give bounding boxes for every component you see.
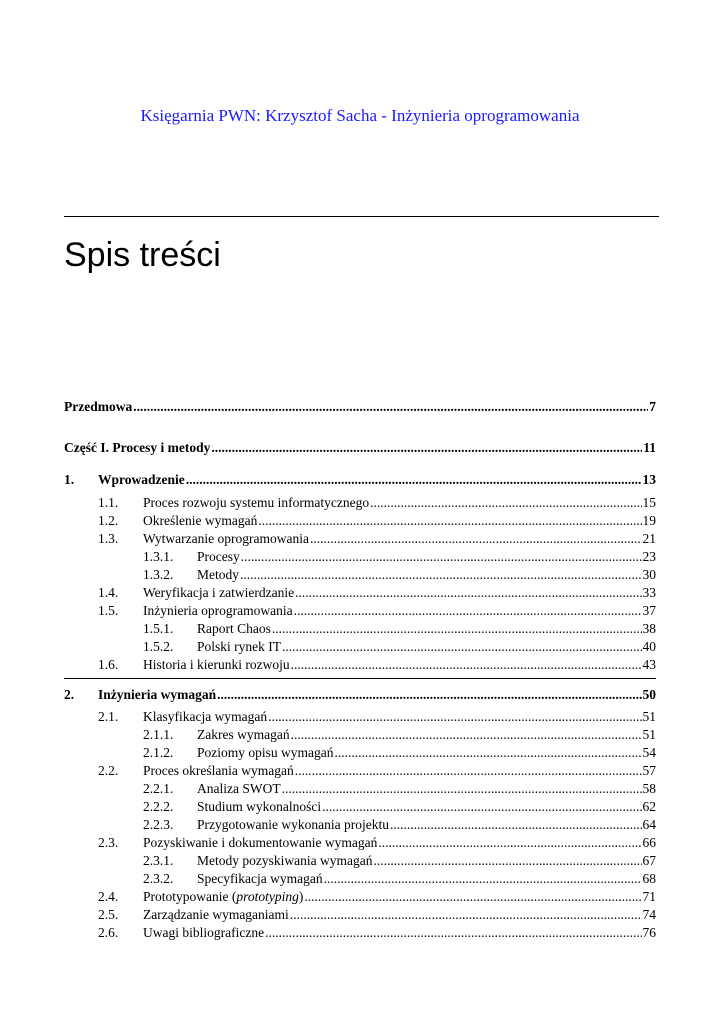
header-rule [64,216,659,217]
toc-leader-dots [291,656,642,674]
toc-leader-dots [304,888,641,906]
toc-entry-number: 2.3.1. [143,853,174,868]
toc-entry-number: 2.2.2. [143,799,174,814]
toc-entry-number: 1. [64,472,75,487]
toc-entry-number: 1.5.1. [143,621,174,636]
toc-entry-number: 1.4. [98,585,119,600]
toc-entry-number: 1.3.1. [143,549,174,564]
toc-entry-page: 13 [642,472,656,487]
toc-entry [64,439,656,457]
toc-entry [64,726,656,744]
toc-entry-page: 54 [642,745,656,760]
toc-leader-dots [291,726,642,744]
toc-entry-page: 7 [649,399,656,414]
toc-entry-page: 74 [642,907,656,922]
toc-entry [64,762,656,780]
toc-entry-title: Weryfikacja i zatwierdzanie [143,585,295,600]
toc-leader-dots [211,439,642,457]
toc-entry-title: Metody pozyskiwania wymagań [197,853,373,868]
toc-entry-title: Raport Chaos [197,621,271,636]
toc-entry [64,620,656,638]
toc-entry-page: 66 [642,835,656,850]
toc-entry-page: 43 [642,657,656,672]
toc-entry-page: 67 [642,853,656,868]
toc-entry-title: Polski rynek IT [197,639,281,654]
toc-entry-title: Historia i kierunki rozwoju [143,657,290,672]
toc-entry-title: Specyfikacja wymagań [197,871,323,886]
toc-entry [64,798,656,816]
toc-entry-page: 38 [642,621,656,636]
toc-leader-dots [282,638,642,656]
toc-entry-page: 62 [642,799,656,814]
toc-entry [64,398,656,416]
toc-entry [64,686,656,704]
toc-entry [64,602,656,620]
toc-entry-page: 21 [642,531,656,546]
toc-entry-number: 2.3.2. [143,871,174,886]
toc-leader-dots [294,602,642,620]
toc-entry [64,494,656,512]
toc-entry-title: Inżynieria oprogramowania [143,603,293,618]
toc-entry-number: 2.4. [98,889,119,904]
toc-leader-dots [217,686,641,704]
toc-entry [64,512,656,530]
toc-leader-dots [295,762,642,780]
toc-leader-dots [310,530,642,548]
toc-leader-dots [186,471,642,489]
toc-entry [64,870,656,888]
toc-entry-number: 2.2.3. [143,817,174,832]
toc-entry-title: Wytwarzanie oprogramowania [143,531,309,546]
toc-entry [64,530,656,548]
toc-entry-page: 37 [642,603,656,618]
toc-entry-page: 58 [642,781,656,796]
toc-entry-number: 1.5. [98,603,119,618]
toc-entry [64,744,656,762]
toc-entry [64,834,656,852]
toc-entry [64,906,656,924]
toc-entry-page: 30 [642,567,656,582]
toc-leader-dots [324,870,642,888]
toc-leader-dots [282,780,642,798]
toc-entry [64,816,656,834]
toc-entry-page: 51 [642,709,656,724]
toc-entry-page: 71 [642,889,656,904]
toc-entry [64,638,656,656]
toc-leader-dots [290,906,642,924]
toc-entry-page: 51 [642,727,656,742]
toc-entry-title: Proces określania wymagań [143,763,294,778]
toc-entry-number: 2.2.1. [143,781,174,796]
toc-entry-number: 2.2. [98,763,119,778]
toc-entry-number: 2.3. [98,835,119,850]
toc-entry-title: Zarządzanie wymaganiami [143,907,289,922]
toc-leader-dots [258,512,641,530]
toc-entry-number: 2.1.2. [143,745,174,760]
toc-entry-number: 2.6. [98,925,119,940]
toc-entry-number: 1.6. [98,657,119,672]
toc-leader-dots [370,494,641,512]
toc-entry [64,780,656,798]
toc-entry [64,924,656,942]
toc-entry-number: 1.2. [98,513,119,528]
toc-leader-dots [373,852,641,870]
toc-entry [64,584,656,602]
toc-entry-page: 50 [642,687,656,702]
toc-entry-title: Analiza SWOT [197,781,281,796]
toc-leader-dots [390,816,642,834]
toc-entry-page: 57 [642,763,656,778]
toc-entry-page: 40 [642,639,656,654]
toc-entry-page: 68 [642,871,656,886]
toc-entry-page: 11 [643,440,656,455]
toc-entry [64,548,656,566]
toc-entry-title: Proces rozwoju systemu informatycznego [143,495,370,510]
chapter-separator [64,678,656,679]
toc-entry-title: Studium wykonalności [197,799,322,814]
page-header: Księgarnia PWN: Krzysztof Sacha - Inżynieria oprogramowania [140,106,580,125]
toc-leader-dots [378,834,641,852]
toc-leader-dots [272,620,642,638]
toc-entry [64,888,656,906]
toc-entry [64,656,656,674]
toc-entry [64,471,656,489]
toc-entry [64,566,656,584]
toc-entry-title: Prototypowanie (prototyping) [143,889,304,904]
toc-entry-number: 1.1. [98,495,119,510]
toc-entry-title: Metody [197,567,239,582]
toc-entry-number: 1.5.2. [143,639,174,654]
toc-entry-number: 1.3. [98,531,119,546]
toc-entry-title: Poziomy opisu wymagań [197,745,334,760]
toc-leader-dots [265,924,641,942]
toc-entry-page: 33 [642,585,656,600]
toc-entry-title: Inżynieria wymagań [98,687,217,702]
toc-entry-title: Przedmowa [64,399,133,414]
toc-leader-dots [295,584,641,602]
toc-entry-title: Część I. Procesy i metody [64,440,211,455]
toc-entry-title: Przygotowanie wykonania projektu [197,817,389,832]
toc-entry [64,852,656,870]
toc-entry-page: 23 [642,549,656,564]
toc-entry-number: 2.1.1. [143,727,174,742]
toc-entry-title: Procesy [197,549,240,564]
toc-entry-title: Pozyskiwanie i dokumentowanie wymagań [143,835,378,850]
toc-entry-title: Wprowadzenie [98,472,185,487]
toc-entry-page: 76 [642,925,656,940]
toc-entry-number: 1.3.2. [143,567,174,582]
toc-entry-number: 2. [64,687,75,702]
toc-entry-title: Uwagi bibliograficzne [143,925,265,940]
toc-entry-page: 64 [642,817,656,832]
toc-leader-dots [335,744,642,762]
toc-entry-title: Klasyfikacja wymagań [143,709,268,724]
toc-entry-number: 2.5. [98,907,119,922]
toc-entry-number: 2.1. [98,709,119,724]
toc-leader-dots [241,548,642,566]
toc-leader-dots [133,398,648,416]
toc-entry-title: Zakres wymagań [197,727,290,742]
toc-leader-dots [240,566,642,584]
toc-entry [64,708,656,726]
toc-leader-dots [268,708,641,726]
toc-leader-dots [322,798,641,816]
toc-entry-page: 19 [642,513,656,528]
toc-entry-title: Określenie wymagań [143,513,258,528]
page-title: Spis treści [64,236,221,274]
toc-entry-page: 15 [642,495,656,510]
